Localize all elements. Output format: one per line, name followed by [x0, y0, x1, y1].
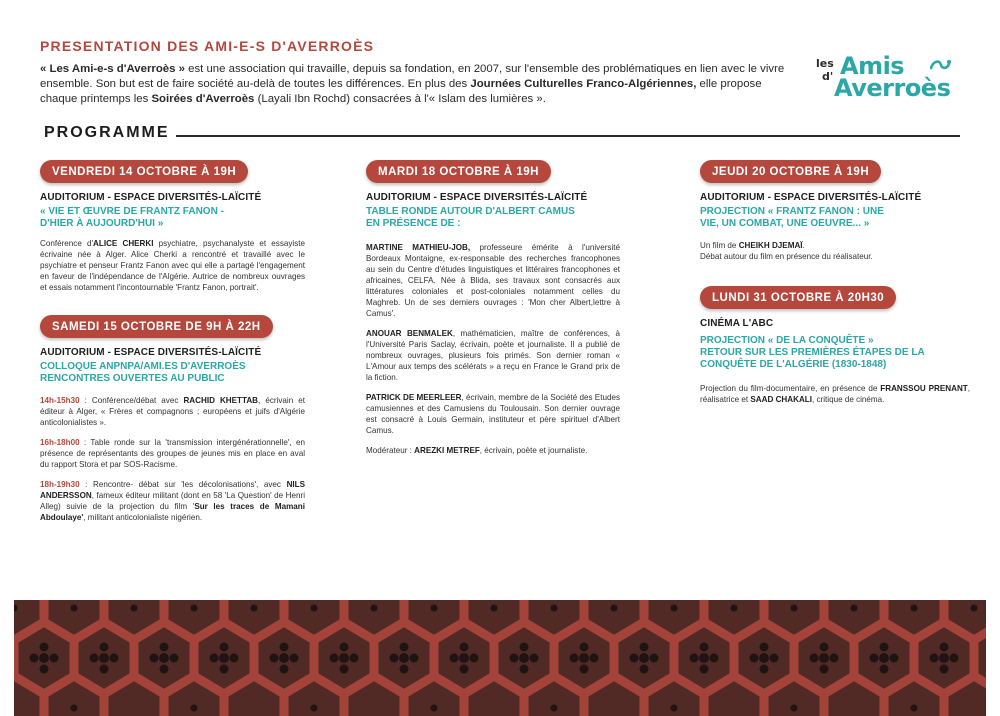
event-5-description: Projection du film-documentaire, en présence de FRANSSOU PRENANT, réalisatrice et SAAD CHAKALI, critique de cinéma.	[700, 384, 970, 404]
event-3-moderator: Modérateur : AREZKI METREF, écrivain, poète et journaliste.	[366, 446, 588, 455]
event-4	[700, 160, 970, 262]
event-2-session-3: 18h-19h30 : Rencontre- débat sur 'les décolonisations', avec NILS ANDERSSON, fameux éditeur militant (dont en 58 'La Question' de Henri Alleg) suivie de la projection du film 'Sur les traces de Mamani Abdoulaye', militant anticolonialiste nigérien.	[40, 480, 305, 522]
event-3-guest-3: PATRICK DE MEERLEER, écrivain, membre de la Société des Etudes camusiennes et des Camusiens du Toulousain. Son dernier ouvrage est consacré à Louis Germain, instituteur et père spirituel d'Albert Camus.	[366, 393, 620, 435]
event-4-date: JEUDI 20 OCTOBRE À 19H	[700, 160, 881, 183]
column-right	[700, 160, 970, 405]
event-2-venue: AUDITORIUM - ESPACE DIVERSITÉS-LAÏCITÉ	[40, 347, 262, 358]
event-5	[700, 286, 970, 405]
event-3-venue: AUDITORIUM - ESPACE DIVERSITÉS-LAÏCITÉ	[366, 192, 588, 203]
event-5-date: LUNDI 31 OCTOBRE À 20H30	[700, 286, 896, 309]
event-5-title: PROJECTION « DE LA CONQUÊTE » RETOUR SUR LES PREMIÈRES ÉTAPES DE LA CONQUÊTE DE L'ALGÉRIE (1830-1848)	[700, 335, 925, 370]
decorative-pattern-band	[14, 600, 986, 716]
event-3-guest-2: ANOUAR BENMALEK, mathématicien, maître de conférences, à l'Université Paris Saclay, écrivain, poète et journaliste. Il a publié de nombreux ouvrages, plusieurs fois primés. Son dernier roman « L'Amour aux temps des scélérats » a reçu en France le Grand prix de la fiction.	[366, 329, 620, 382]
column-left	[40, 160, 305, 523]
event-5-venue: CINÉMA L'ABC	[700, 318, 774, 329]
intro-association-name: « Les Ami-e-s d'Averroès »	[40, 63, 185, 75]
event-2-session-1: 14h-15h30 : Conférence/débat avec RACHID KHETTAB, écrivain et éditeur à Alger, « Frères et compagnons ; européens et juifs d'Algérie anticolonialistes ».	[40, 396, 306, 427]
event-1	[40, 160, 305, 293]
event-1-title: « VIE ET ŒUVRE DE FRANTZ FANON - D'HIER À AUJOURD'HUI »	[40, 206, 224, 229]
column-middle	[366, 160, 620, 456]
event-2-session-2: 16h-18h00 : Table ronde sur la 'transmission intergénérationnelle', en présence de représentants des groupes de jeunes mis en place en aval du rapport Stora et par SOS-Racisme.	[40, 438, 305, 469]
event-2	[40, 315, 305, 523]
event-3-date: MARDI 18 OCTOBRE À 19H	[366, 160, 551, 183]
event-3-title: TABLE RONDE AUTOUR D'ALBERT CAMUS EN PRÉSENCE DE :	[366, 206, 575, 229]
event-4-description: Un film de CHEIKH DJEMAÏ. Débat autour du film en présence du réalisateur.	[700, 241, 873, 261]
wave-icon	[930, 58, 952, 72]
intro-paragraph: « Les Ami-e-s d'Averroès » est une association qui travaille, depuis sa fondation, en 2007, sur l'ensemble des problématiques en lien avec le vivre ensemble. Son but est de faire société au-delà de toutes les différences. En plus des Journées Culturelles Franco-Algériennes, elle propose chaque printemps les Soirées d'Averroès (Layali Ibn Rochd) consacrées à l'« Islam des lumières ».	[40, 63, 785, 105]
event-1-venue: AUDITORIUM - ESPACE DIVERSITÉS-LAÏCITÉ	[40, 192, 262, 203]
event-3-guest-1: MARTINE MATHIEU-JOB, professeure émérite à l'université Bordeaux Montaigne, ex-responsable des recherches francophones au sein du Centre d'études linguistiques et littéraires francophones et africaines, CELFA. Née à Blida, ses travaux sont consacrés aux littératures coloniales et post-coloniales notamment celles du Maghreb. Un de ses derniers ouvrages : 'Mon cher Albert,lettre à Camus'.	[366, 243, 620, 318]
event-4-venue: AUDITORIUM - ESPACE DIVERSITÉS-LAÏCITÉ	[700, 192, 922, 203]
event-2-title: COLLOQUE ANPNPA/AMI.ES D'AVERROÈS RENCONTRES OUVERTES AU PUBLIC	[40, 361, 246, 384]
amis-averroes-logo: les d' Amis Averroès	[816, 52, 951, 102]
programme-divider	[176, 135, 960, 137]
event-1-description: Conférence d'ALICE CHERKI psychiatre, psychanalyste et essayiste écrivaine née à Alger. Alice Cherki a rencontré et travaillé avec le psychiatre et penseur Frantz Fanon avec qui elle a partagé l'engagement en faveur de l'indépendance de l'Algérie. Autrice de nombreux ouvrages et essais notamment l'incontournable 'Frantz Fanon, portrait'.	[40, 239, 306, 292]
event-2-date: SAMEDI 15 OCTOBRE DE 9H À 22H	[40, 315, 273, 338]
programme-title: PROGRAMME	[44, 124, 170, 141]
intro-title: PRESENTATION DES AMI-E-S D'AVERROÈS	[40, 38, 375, 54]
event-1-date: VENDREDI 14 OCTOBRE À 19H	[40, 160, 248, 183]
event-3	[366, 160, 620, 456]
event-4-title: PROJECTION « FRANTZ FANON : UNE VIE, UN COMBAT, UNE OEUVRE... »	[700, 206, 884, 229]
